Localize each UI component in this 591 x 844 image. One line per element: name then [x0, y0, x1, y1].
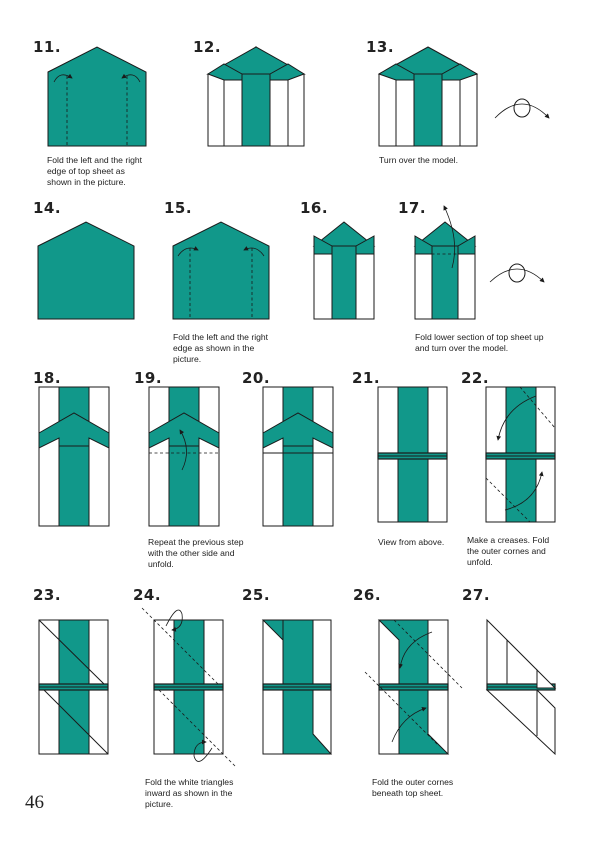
step-number-21: 21.: [352, 369, 381, 387]
step-number-18: 18.: [33, 369, 62, 387]
step-27-figure: [487, 620, 555, 754]
step-17-figure: [415, 206, 475, 319]
caption-line: Turn over the model.: [379, 155, 458, 165]
step-number-22: 22.: [461, 369, 490, 387]
step-26-figure: [365, 620, 462, 754]
step-21-caption: [378, 537, 478, 548]
step-23-figure: [39, 620, 108, 754]
caption-line: Fold the white triangles: [145, 777, 234, 787]
step-24-figure: [142, 608, 236, 767]
page-number: 46: [25, 792, 44, 813]
step-number-17: 17.: [398, 199, 427, 217]
step-number-23: 23.: [33, 586, 62, 604]
caption-line: Repeat the previous step: [148, 537, 244, 547]
caption-line: Fold the outer cornes: [372, 777, 454, 787]
step-26-caption: [372, 777, 492, 799]
caption-line: edge of top sheet as: [47, 166, 125, 176]
step-16-figure: [314, 222, 374, 319]
step-20-figure: [263, 387, 333, 526]
caption-line: Make a creases. Fold: [467, 535, 550, 545]
caption-line: beneath top sheet.: [372, 788, 444, 798]
step-13-caption: [379, 155, 499, 166]
turn-over-symbol-13: [495, 99, 549, 118]
step-22-figure: [486, 387, 555, 522]
step-number-19: 19.: [134, 369, 163, 387]
step-11-caption: [47, 155, 167, 188]
caption-line: picture.: [145, 799, 174, 809]
step-number-15: 15.: [164, 199, 193, 217]
step-17-caption: [415, 332, 575, 354]
caption-line: unfold.: [467, 557, 493, 567]
step-22-caption: [467, 535, 577, 568]
step-18-figure: [39, 387, 109, 526]
caption-line: edge as shown in the: [173, 343, 255, 353]
step-number-24: 24.: [133, 586, 162, 604]
caption-line: picture.: [173, 354, 202, 364]
caption-line: shown in the picture.: [47, 177, 126, 187]
step-13-figure: [379, 47, 477, 146]
caption-line: Fold lower section of top sheet up: [415, 332, 544, 342]
caption-line: Fold the left and the right: [47, 155, 143, 165]
step-number-25: 25.: [242, 586, 271, 604]
step-19-figure: [149, 387, 219, 526]
step-15-figure: [173, 222, 269, 319]
step-number-14: 14.: [33, 199, 62, 217]
caption-line: View from above.: [378, 537, 445, 547]
caption-line: and turn over the model.: [415, 343, 509, 353]
step-14-figure: [38, 222, 134, 319]
step-number-26: 26.: [353, 586, 382, 604]
caption-line: the outer cornes and: [467, 546, 546, 556]
step-25-figure: [263, 620, 331, 754]
caption-line: inward as shown in the: [145, 788, 233, 798]
step-number-27: 27.: [462, 586, 491, 604]
step-number-20: 20.: [242, 369, 271, 387]
step-11-figure: [48, 47, 146, 146]
caption-line: with the other side and: [148, 548, 235, 558]
caption-line: unfold.: [148, 559, 174, 569]
step-24-caption: [145, 777, 265, 810]
step-15-caption: [173, 332, 293, 365]
step-19-caption: [148, 537, 268, 570]
step-number-12: 12.: [193, 38, 222, 56]
caption-line: Fold the left and the right: [173, 332, 269, 342]
step-number-13: 13.: [366, 38, 395, 56]
turn-over-symbol-17: [490, 264, 544, 282]
step-12-figure: [208, 47, 304, 146]
step-number-16: 16.: [300, 199, 329, 217]
step-21-figure: [378, 387, 447, 522]
step-number-11: 11.: [33, 38, 62, 56]
